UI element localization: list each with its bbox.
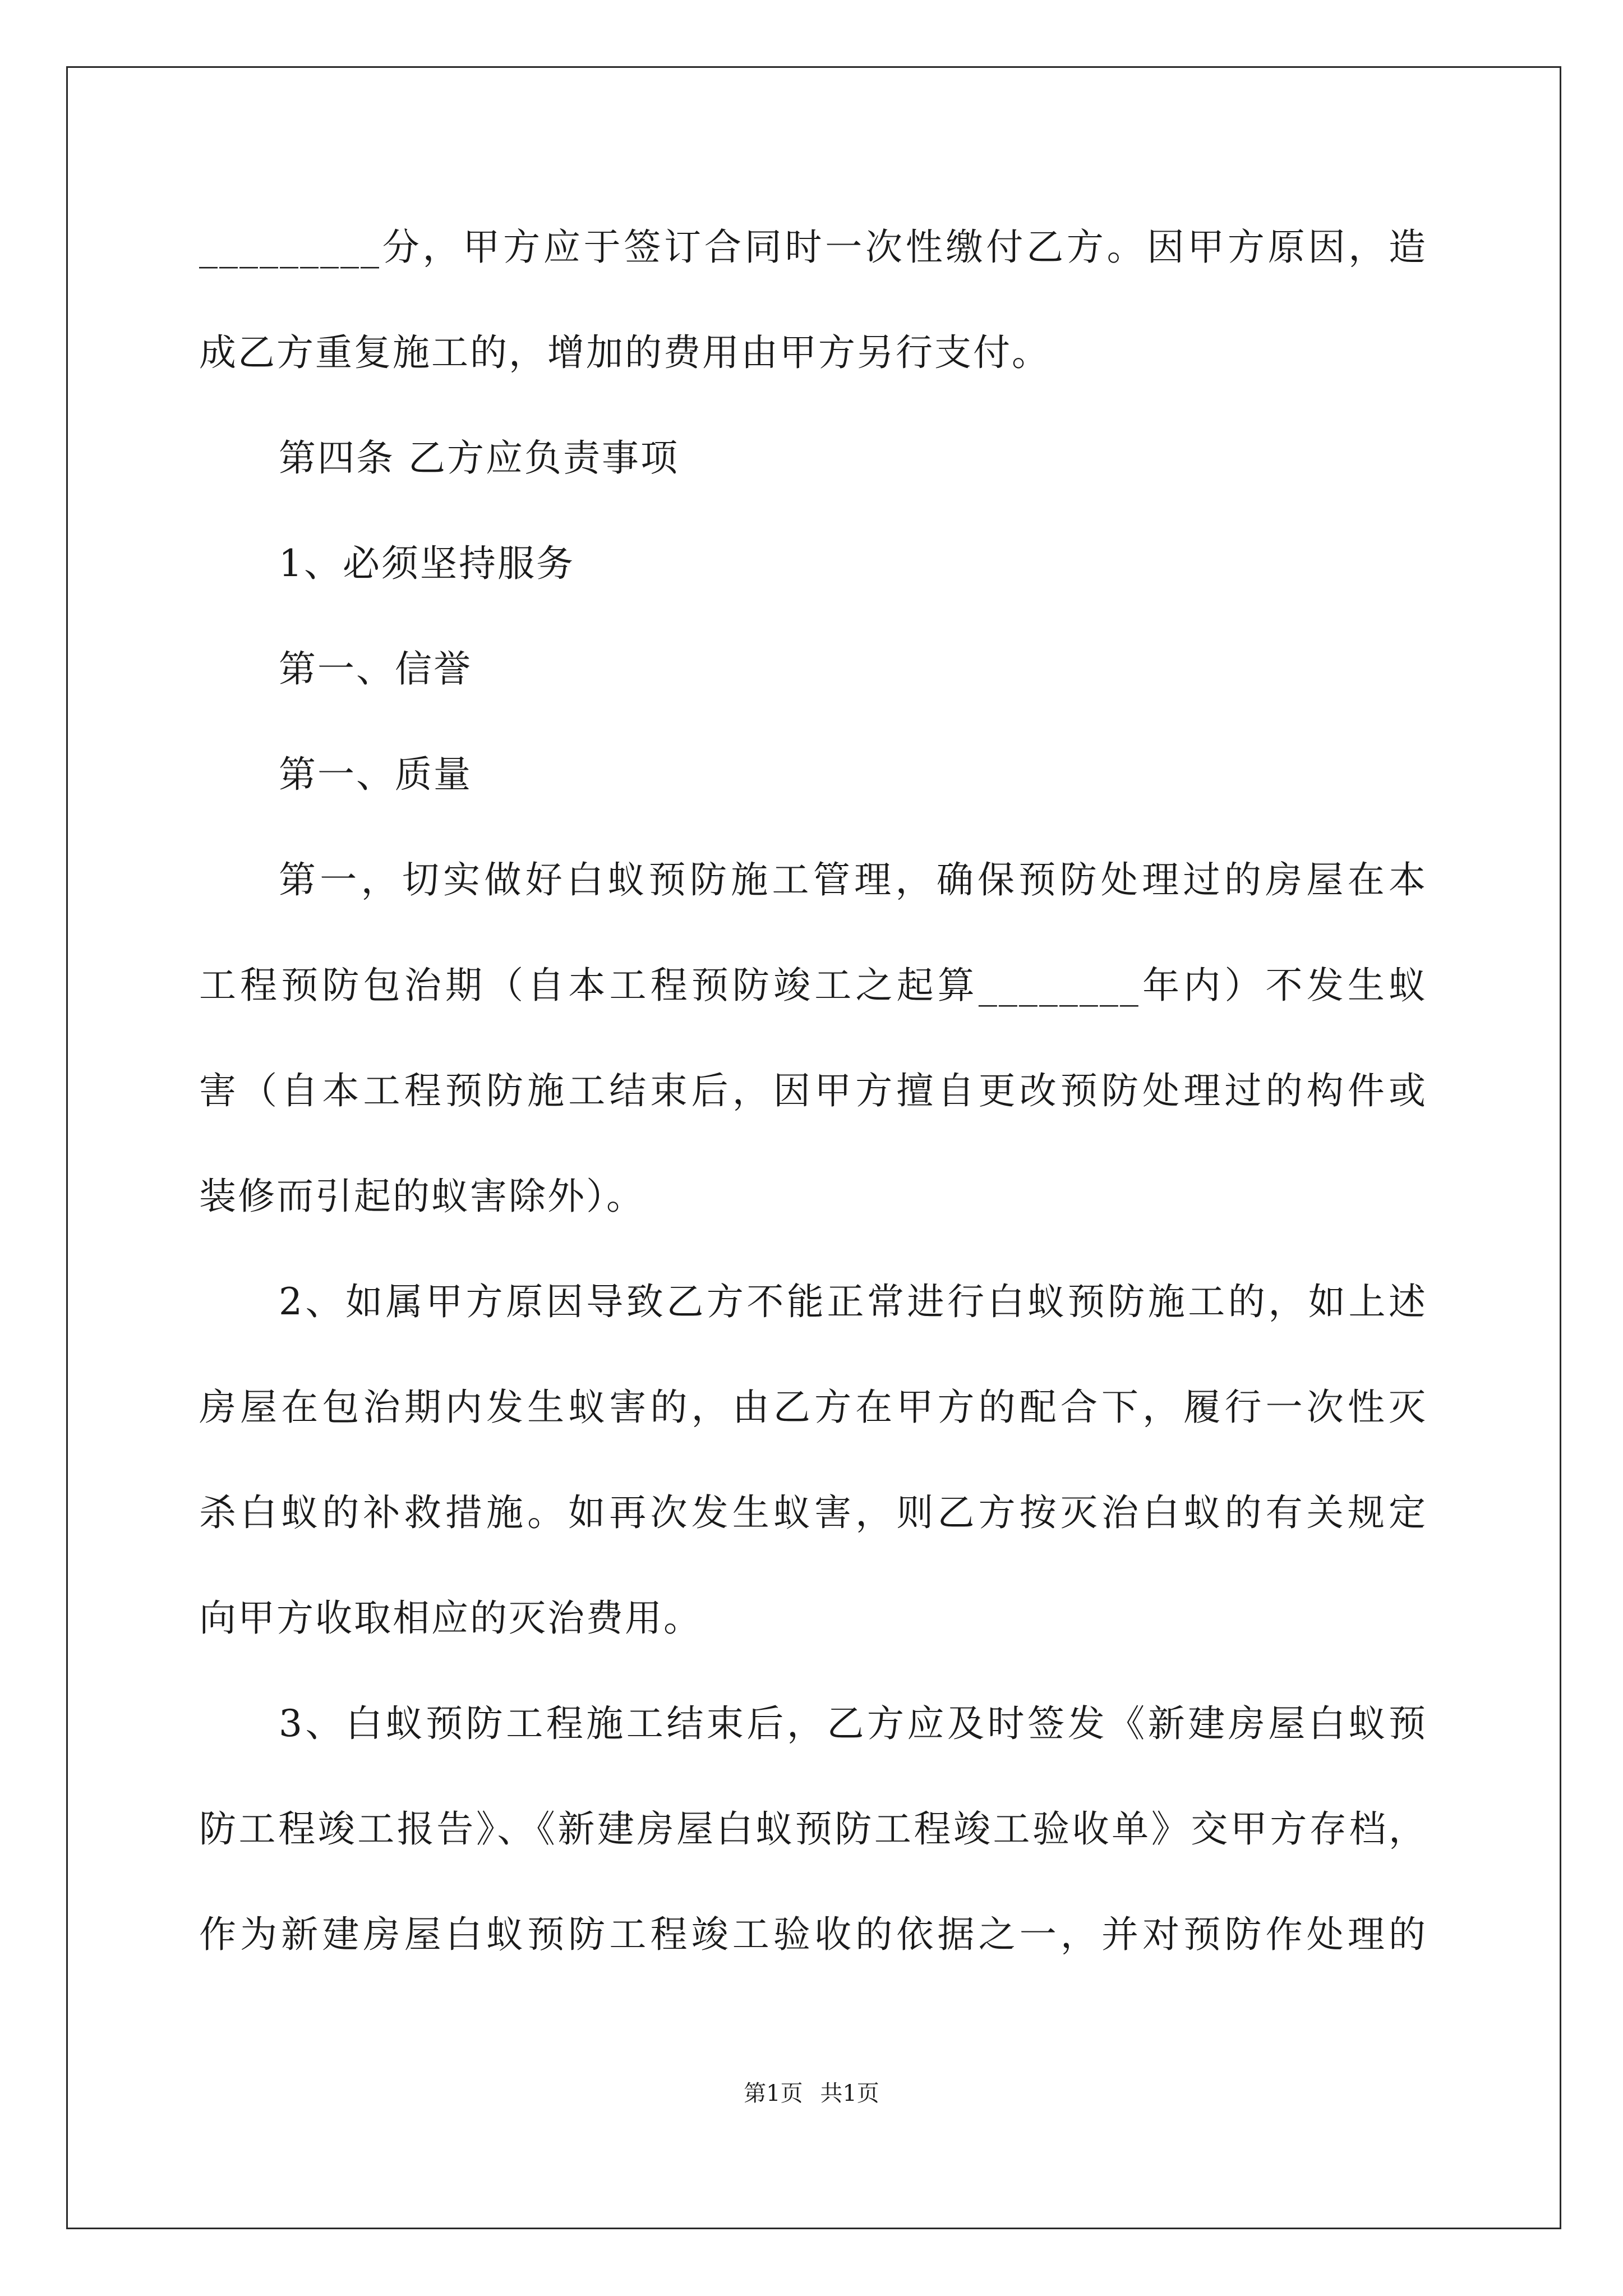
paragraph-line: 第一，切实做好白蚁预防施工管理，确保预防处理过的房屋在本 bbox=[279, 858, 1427, 901]
document-body bbox=[199, 222, 1427, 2014]
paragraph-line: 第一、信誉 bbox=[279, 647, 472, 691]
paragraph-line: 成乙方重复施工的，增加的费用由甲方另行支付。 bbox=[199, 331, 1050, 374]
paragraph-line: 工程预防包治期（自本工程预防竣工之起算________年内）不发生蚁 bbox=[199, 964, 1427, 1007]
paragraph-line: 害（自本工程预防施工结束后，因甲方擅自更改预防处理过的构件或 bbox=[199, 1069, 1427, 1112]
paragraph-line: 2、如属甲方原因导致乙方不能正常进行白蚁预防施工的，如上述 bbox=[279, 1280, 1427, 1323]
paragraph-line: 防工程竣工报告》、《新建房屋白蚁预防工程竣工验收单》交甲方存档， bbox=[199, 1807, 1427, 1851]
paragraph-line: _________分，甲方应于签订合同时一次性缴付乙方。因甲方原因，造 bbox=[199, 226, 1427, 269]
paragraph-line: 第一、质量 bbox=[279, 753, 472, 796]
paragraph-line: 装修而引起的蚁害除外）。 bbox=[199, 1175, 645, 1218]
paragraph-line: 3、白蚁预防工程施工结束后，乙方应及时签发《新建房屋白蚁预 bbox=[279, 1702, 1427, 1745]
paragraph-line: 向甲方收取相应的灭治费用。 bbox=[199, 1596, 702, 1640]
page-footer: 第1页 共1页 bbox=[744, 2081, 879, 2106]
paragraph-line: 作为新建房屋白蚁预防工程竣工验收的依据之一，并对预防作处理的 bbox=[199, 1913, 1427, 1956]
paragraph-line: 1、必须坚持服务 bbox=[279, 542, 575, 585]
paragraph-line: 杀白蚁的补救措施。如再次发生蚁害，则乙方按灭治白蚁的有关规定 bbox=[199, 1491, 1427, 1534]
paragraph-line: 第四条 乙方应负责事项 bbox=[279, 436, 679, 480]
paragraph-line: 房屋在包治期内发生蚁害的，由乙方在甲方的配合下，履行一次性灭 bbox=[199, 1386, 1427, 1429]
